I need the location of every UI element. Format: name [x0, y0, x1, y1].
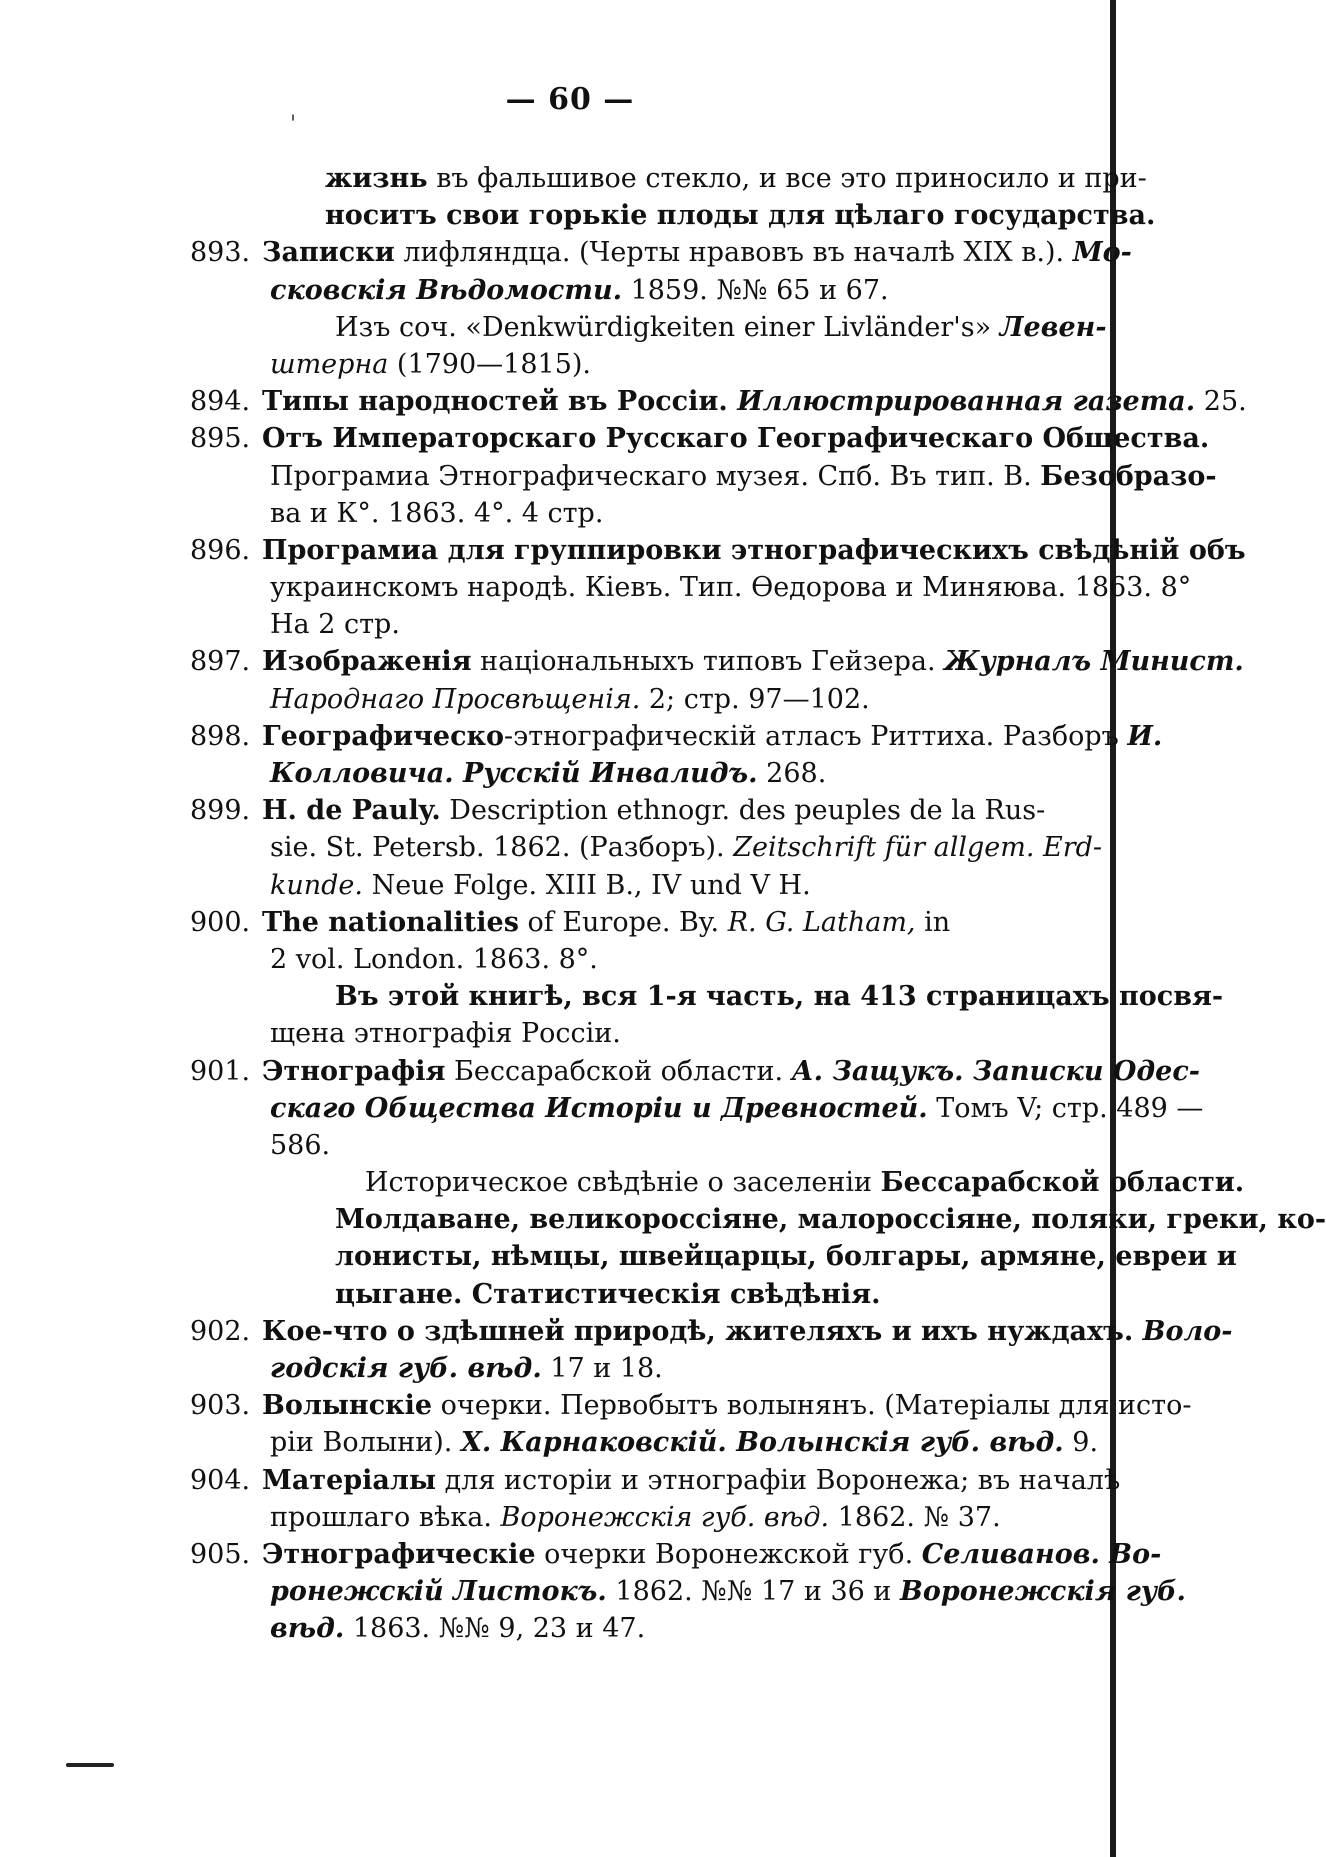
- entry-number: 903.: [190, 1390, 251, 1422]
- text-span: Безобразо-: [1040, 460, 1217, 492]
- entry-number: 893.: [190, 237, 251, 269]
- text-span: kunde.: [270, 869, 363, 901]
- text-span: лонисты, нѣмцы, швейцарцы, болгары, армяне, евреи и: [335, 1241, 1237, 1273]
- text-span: ріи Волыни).: [270, 1427, 461, 1459]
- text-span: скаго Общества Исторіи и Древностей.: [270, 1092, 928, 1124]
- entry-line: [190, 904, 1100, 941]
- entry-line: [190, 1462, 1121, 1499]
- entry-number: 899.: [190, 795, 251, 827]
- text-span: Журналъ Минист.: [944, 646, 1244, 678]
- text-span: Въ этой книгѣ, вся 1-я часть, на 413 страницахъ посвя-: [335, 981, 1224, 1013]
- entry-number: 901.: [190, 1055, 251, 1087]
- text-span: 1862. № 37.: [829, 1501, 1001, 1533]
- text-span: Neue Folge. XIII B., IV und V H.: [362, 869, 811, 901]
- text-span: И.: [1127, 720, 1163, 752]
- text-span: національныхъ типовъ Гейзера.: [471, 646, 945, 678]
- entry-number: 898.: [190, 720, 251, 752]
- entry-number: 897.: [190, 646, 251, 678]
- text-span: 1859. №№ 65 и 67.: [621, 274, 889, 306]
- entry-line: [190, 420, 1210, 457]
- text-span: (1790—1815).: [388, 348, 591, 380]
- text-span: Историческое свѣдѣніе о заселеніи: [365, 1167, 881, 1199]
- text-span: Селиванов. Во-: [921, 1538, 1162, 1570]
- text-span: H. de Pauly.: [262, 795, 441, 827]
- text-span: Колловича. Русскій Инвалидъ.: [270, 758, 758, 789]
- entry-line: [190, 1053, 1200, 1090]
- text-span: 2; стр. 97—102.: [640, 683, 870, 715]
- text-span: Кое-что: [262, 1315, 388, 1347]
- text-span: годскія губ. вѣд.: [270, 1353, 542, 1384]
- text-line: [190, 978, 1224, 1015]
- entry-number: 902.: [190, 1315, 251, 1347]
- text-line: [190, 309, 1107, 346]
- text-span: очерки. Первобытъ волынянъ. (Матеріалы для исто-: [432, 1390, 1192, 1422]
- text-span: 586.: [270, 1129, 331, 1161]
- text-span: The nationalities: [262, 906, 519, 938]
- text-span: Записки: [262, 237, 395, 269]
- text-span: носитъ свои горькіе плоды для цѣлаго государства.: [325, 200, 1156, 232]
- text-line: [190, 941, 1100, 978]
- text-line: [190, 1090, 1204, 1127]
- footer-dash: [66, 1763, 114, 1767]
- text-line: [190, 1238, 1237, 1275]
- entry-line: [190, 1536, 1162, 1573]
- text-span: щена этнографія Россіи.: [270, 1018, 621, 1050]
- text-span: ронежскій Листокъ.: [270, 1576, 607, 1608]
- text-span: Програмиа: [262, 534, 439, 566]
- text-line: [190, 1350, 1100, 1387]
- text-span: вѣд.: [270, 1613, 345, 1645]
- text-line: [190, 1573, 1186, 1610]
- text-span: Волынскіе: [262, 1390, 433, 1422]
- text-span: На 2 стр.: [270, 609, 400, 641]
- text-span: для исторіи и этнографіи Воронежа; въ началѣ: [436, 1464, 1121, 1496]
- entry-line: [190, 643, 1244, 680]
- text-span: Левен-: [999, 311, 1107, 343]
- text-line: [190, 1499, 1100, 1536]
- text-span: Бессарабской области.: [445, 1055, 792, 1087]
- text-span: 17 и 18.: [541, 1353, 663, 1384]
- entry-line: [190, 1387, 1192, 1424]
- text-line: [190, 681, 1100, 718]
- text-span: штерна: [270, 348, 389, 380]
- text-span: Бессарабской области.: [880, 1167, 1245, 1199]
- text-span: Мо-: [1072, 237, 1132, 269]
- entry-number: 904.: [190, 1464, 251, 1496]
- text-span: жизнь: [325, 163, 428, 194]
- entry-number: 896.: [190, 534, 251, 566]
- text-span: Програмиа Этнографическаго музея. Спб. Въ тип. В.: [270, 460, 1041, 492]
- text-line: [190, 197, 1156, 234]
- text-line: [190, 272, 1100, 309]
- entry-number: 900.: [190, 906, 251, 938]
- text-span: in: [915, 906, 951, 938]
- text-span: сковскія Вѣдомости.: [270, 274, 622, 306]
- text-line: [190, 458, 1217, 495]
- text-span: Воло-: [1142, 1315, 1233, 1347]
- text-span: Description ethnogr. des peuples de la Rus-: [440, 795, 1046, 827]
- text-span: 1863. №№ 9, 23 и 47.: [344, 1613, 646, 1645]
- text-line: [190, 829, 1103, 866]
- text-span: народностей въ Россіи.: [348, 386, 738, 418]
- text-span: Народнаго Просвѣщенія.: [270, 683, 641, 715]
- text-span: 9.: [1063, 1427, 1099, 1459]
- text-span: Молдаване, великороссіяне, малороссіяне, поляки, греки, ко-: [335, 1204, 1326, 1236]
- text-span: Географическо: [262, 720, 505, 752]
- text-span: цыгане. Статистическія свѣдѣнія.: [335, 1278, 881, 1310]
- page-number: — 60 —: [505, 82, 635, 117]
- text-line: [190, 606, 1100, 643]
- text-span: о здѣшней природѣ, жителяхъ и ихъ нуждахъ.: [387, 1315, 1143, 1347]
- text-span: 25.: [1195, 386, 1247, 418]
- text-span: 268.: [757, 758, 827, 789]
- text-span: 1862. №№ 17 и 36 и: [606, 1576, 901, 1608]
- text-span: Воронежскія губ.: [900, 1576, 1186, 1608]
- text-span: Воронежскія губ. вѣд.: [500, 1501, 830, 1533]
- text-span: R. G. Latham,: [727, 906, 916, 938]
- text-span: лифляндца. (Черты нравовъ въ началѣ XIX в.).: [394, 237, 1073, 269]
- text-span: Изъ соч. «Denkwürdigkeiten einer Livländer's»: [335, 311, 1000, 343]
- text-line: [190, 867, 1100, 904]
- text-span: -этнографическій атласъ Риттиха. Разборъ: [504, 720, 1128, 752]
- text-span: Типы: [262, 386, 349, 418]
- text-span: Томъ V; стр. 489 —: [927, 1092, 1204, 1124]
- text-span: Иллюстрированная газета.: [737, 386, 1196, 418]
- entry-line: [190, 1313, 1233, 1350]
- entry-line: [190, 718, 1163, 755]
- bibliography-text: [190, 160, 1326, 1648]
- text-span: для группировки этнографическихъ свѣдѣній объ: [438, 534, 1246, 566]
- entry-line: [190, 234, 1132, 271]
- text-span: Отъ Императорскаго Русскаго Географическаго Общества.: [262, 423, 1210, 455]
- entry-line: [190, 383, 1247, 420]
- text-line: [190, 755, 1100, 792]
- text-line: [190, 1610, 1100, 1647]
- text-span: ва и К°. 1863. 4°. 4 стр.: [270, 497, 604, 529]
- text-span: 2 vol. London. 1863. 8°.: [270, 943, 598, 975]
- text-span: украинскомъ народѣ. Кіевъ. Тип. Ѳедорова и Миняюва. 1863. 8°: [270, 572, 1192, 604]
- entry-line: [190, 532, 1246, 569]
- text-line: [190, 1276, 1100, 1313]
- text-span: Этнографическіе: [262, 1538, 536, 1570]
- text-line: [190, 346, 1100, 383]
- text-span: Изображенія: [262, 646, 472, 678]
- text-line: [190, 160, 1147, 197]
- text-span: Матеріалы: [262, 1464, 437, 1496]
- text-line: [190, 495, 1100, 532]
- entry-line: [190, 792, 1100, 829]
- text-span: sie. St. Petersb. 1862. (Разборъ).: [270, 832, 734, 864]
- text-line: [190, 1127, 1100, 1164]
- text-span: of Europe. By.: [518, 906, 728, 938]
- entry-number: 894.: [190, 386, 251, 418]
- text-line: [190, 1164, 1245, 1201]
- text-line: [190, 1015, 1100, 1052]
- text-span: А. Защукъ. Записки Одес-: [791, 1055, 1200, 1087]
- text-line: [190, 1201, 1326, 1238]
- entry-number: 895.: [190, 423, 251, 455]
- entry-number: 905.: [190, 1538, 251, 1570]
- text-span: Х. Карнаковскій. Волынскія губ. вѣд.: [460, 1427, 1064, 1459]
- text-span: очерки Воронежской губ.: [535, 1538, 922, 1570]
- text-span: Zeitschrift für allgem. Erd-: [733, 832, 1103, 864]
- text-line: [190, 569, 1192, 606]
- text-line: [190, 1424, 1100, 1461]
- stray-mark: ': [290, 112, 297, 137]
- text-span: прошлаго вѣка.: [270, 1501, 501, 1533]
- text-span: въ фальшивое стекло, и все это приносило и при-: [427, 163, 1147, 194]
- text-span: Этнографія: [262, 1055, 446, 1087]
